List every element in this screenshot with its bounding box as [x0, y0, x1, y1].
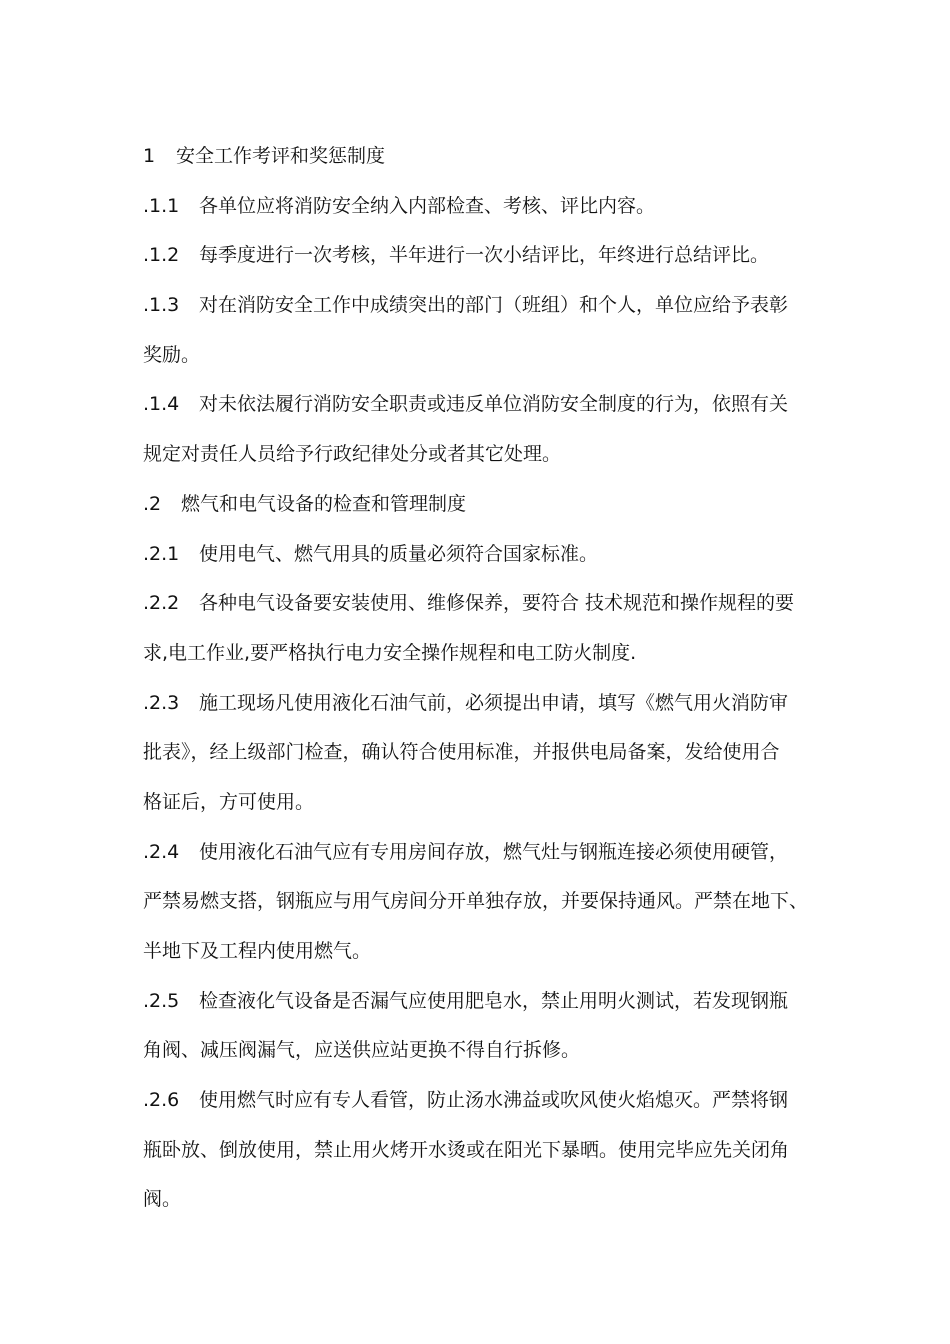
- clause-1-4: [143, 380, 823, 430]
- clause-text: 使用液化石油气应有专用房间存放，燃气灶与钢瓶连接必须使用硬管，: [199, 840, 789, 863]
- section-heading-2: [143, 480, 823, 530]
- clause-2-1: [143, 530, 823, 580]
- section-number: 1: [143, 145, 156, 167]
- clause-text: 施工现场凡使用液化石油气前，必须提出申请，填写《燃气用火消防审: [199, 691, 789, 714]
- clause-text: 对未依法履行消防安全职责或违反单位消防安全制度的行为，依照有关: [199, 393, 789, 416]
- clause-2-3-continued: 格证后，方可使用。: [143, 790, 315, 813]
- clause-text: 对在消防安全工作中成绩突出的部门（班组）和个人，单位应给予表彰: [199, 294, 789, 317]
- clause-1-4-continued: 规定对责任人员给予行政纪律处分或者其它处理。: [143, 443, 562, 466]
- clause-number: .2.6: [143, 1089, 180, 1112]
- clause-1-2: [143, 231, 823, 281]
- section-heading-1: [143, 132, 823, 182]
- clause-2-6-continued: 瓶卧放、倒放使用，禁止用火烤开水烫或在阳光下暴晒。使用完毕应先关闭角: [143, 1138, 790, 1161]
- clause-2-2: [143, 579, 823, 629]
- clause-2-5-continued: 角阀、减压阀漏气，应送供应站更换不得自行拆修。: [143, 1039, 581, 1062]
- clause-number: .2.3: [143, 691, 180, 714]
- clause-2-6-continued: 阀。: [143, 1188, 182, 1211]
- clause-text: 每季度进行一次考核，半年进行一次小结评比，年终进行总结评比。: [199, 244, 770, 267]
- clause-number: .2.1: [143, 542, 180, 565]
- clause-text: 检查液化气设备是否漏气应使用肥皂水，禁止用明火测试，若发现钢瓶: [199, 989, 789, 1012]
- clause-2-4: [143, 828, 823, 878]
- clause-number: .1.2: [143, 244, 180, 267]
- clause-text: 使用燃气时应有专人看管，防止汤水沸益或吹风使火焰熄灭。严禁将钢: [199, 1089, 789, 1112]
- clause-2-3-continued: 批表》，经上级部门检查，确认符合使用标准，并报供电局备案，发给使用合: [143, 741, 780, 764]
- clause-number: .2.2: [143, 592, 180, 615]
- clause-text: 使用电气、燃气用具的质量必须符合国家标准。: [199, 542, 599, 565]
- clause-number: .2.4: [143, 840, 180, 863]
- clause-1-3: [143, 281, 823, 331]
- clause-number: .1.1: [143, 194, 180, 217]
- clause-2-3: [143, 679, 823, 729]
- section-title: 燃气和电气设备的检查和管理制度: [181, 492, 467, 515]
- clause-number: .1.4: [143, 393, 180, 416]
- clause-text: 各单位应将消防安全纳入内部检查、考核、评比内容。: [199, 194, 656, 217]
- clause-2-4-continued: 严禁易燃支搭，钢瓶应与用气房间分开单独存放，并要保持通风。严禁在地下、: [143, 890, 809, 913]
- clause-2-2-continued: 求,电工作业,要严格执行电力安全操作规程和电工防火制度.: [143, 641, 637, 664]
- clause-number: .1.3: [143, 294, 180, 317]
- clause-text: 各种电气设备要安装使用、维修保养，要符合 技术规范和操作规程的要: [199, 592, 795, 615]
- clause-2-4-continued: 半地下及工程内使用燃气。: [143, 940, 372, 962]
- section-title: 安全工作考评和奖惩制度: [176, 145, 386, 167]
- clause-2-5: [143, 977, 823, 1027]
- clause-2-6: [143, 1076, 823, 1126]
- clause-number: .2.5: [143, 989, 180, 1012]
- section-number: .2: [143, 492, 162, 515]
- document-body: [143, 132, 823, 1225]
- clause-1-3-continued: 奖励。: [143, 343, 201, 366]
- clause-1-1: [143, 182, 823, 232]
